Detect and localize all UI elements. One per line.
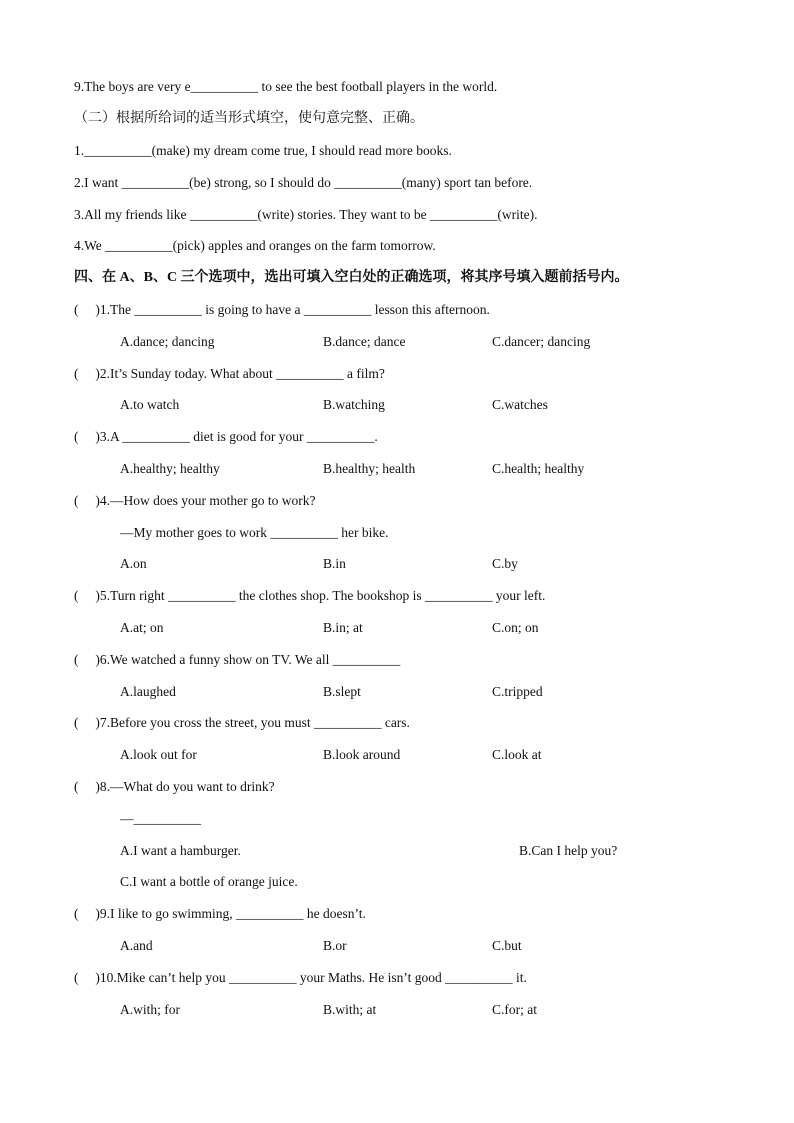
mc-question-8-stem: ( )8.—What do you want to drink? — [74, 779, 275, 794]
option-b: B.slept — [323, 684, 361, 699]
mc-question-6-stem: ( )6.We watched a funny show on TV. We all __________ — [74, 652, 401, 667]
option-c: C.by — [492, 556, 518, 571]
mc-question-2-stem: ( )2.It’s Sunday today. What about __________ a film? — [74, 366, 385, 381]
fill-item-3: 3.All my friends like __________(write) stories. They want to be __________(write). — [74, 207, 538, 222]
option-a: A.dance; dancing — [120, 334, 215, 349]
mc-question-4-reply: —My mother goes to work __________ her bike. — [120, 525, 389, 540]
mc-question-3-stem: ( )3.A __________ diet is good for your __________. — [74, 429, 378, 444]
mc-question-5-stem: ( )5.Turn right __________ the clothes shop. The bookshop is __________ your left. — [74, 588, 546, 603]
mc-question-9-stem: ( )9.I like to go swimming, __________ he doesn’t. — [74, 906, 366, 921]
fill-item-2: 2.I want __________(be) strong, so I should do __________(many) sport tan before. — [74, 175, 533, 190]
fill-item-1: 1.__________(make) my dream come true, I should read more books. — [74, 143, 452, 158]
option-a: A.on — [120, 556, 147, 571]
option-c: C.for; at — [492, 1002, 537, 1017]
option-b: B.look around — [323, 747, 401, 762]
section-four-heading: 四、在 A、B、C 三个选项中，选出可填入空白处的正确选项，将其序号填入题前括号内。 — [74, 270, 629, 285]
option-c: C.I want a bottle of orange juice. — [120, 874, 298, 889]
option-c: C.health; healthy — [492, 461, 585, 476]
option-b: B.dance; dance — [323, 334, 406, 349]
option-c: C.on; on — [492, 620, 539, 635]
option-a: A.at; on — [120, 620, 164, 635]
option-a: A.and — [120, 938, 153, 953]
option-b: B.with; at — [323, 1002, 377, 1017]
fill-item-4: 4.We __________(pick) apples and oranges on the farm tomorrow. — [74, 238, 436, 253]
option-b: B.in — [323, 556, 346, 571]
option-c: C.but — [492, 938, 522, 953]
option-b: B.in; at — [323, 620, 363, 635]
option-a: A.I want a hamburger. — [120, 843, 241, 858]
option-c: C.watches — [492, 397, 548, 412]
option-a: A.with; for — [120, 1002, 180, 1017]
option-a: A.laughed — [120, 684, 176, 699]
option-a: A.healthy; healthy — [120, 461, 220, 476]
option-b: B.watching — [323, 397, 385, 412]
option-b: B.healthy; health — [323, 461, 416, 476]
question-3-9: 9.The boys are very e__________ to see the best football players in the world. — [74, 79, 498, 94]
option-b: B.or — [323, 938, 347, 953]
option-a: A.look out for — [120, 747, 197, 762]
option-b: B.Can I help you? — [519, 843, 618, 858]
sub-section-heading: （二）根据所给词的适当形式填空，使句意完整、正确。 — [74, 111, 424, 126]
mc-question-10-stem: ( )10.Mike can’t help you __________ your Maths. He isn’t good __________ it. — [74, 970, 527, 985]
mc-question-8-reply: —__________ — [120, 811, 201, 826]
option-c: C.tripped — [492, 684, 543, 699]
mc-question-4-stem: ( )4.—How does your mother go to work? — [74, 493, 316, 508]
option-c: C.look at — [492, 747, 542, 762]
mc-question-7-stem: ( )7.Before you cross the street, you must __________ cars. — [74, 715, 410, 730]
mc-question-1-stem: ( )1.The __________ is going to have a __________ lesson this afternoon. — [74, 302, 490, 317]
option-c: C.dancer; dancing — [492, 334, 591, 349]
option-a: A.to watch — [120, 397, 180, 412]
